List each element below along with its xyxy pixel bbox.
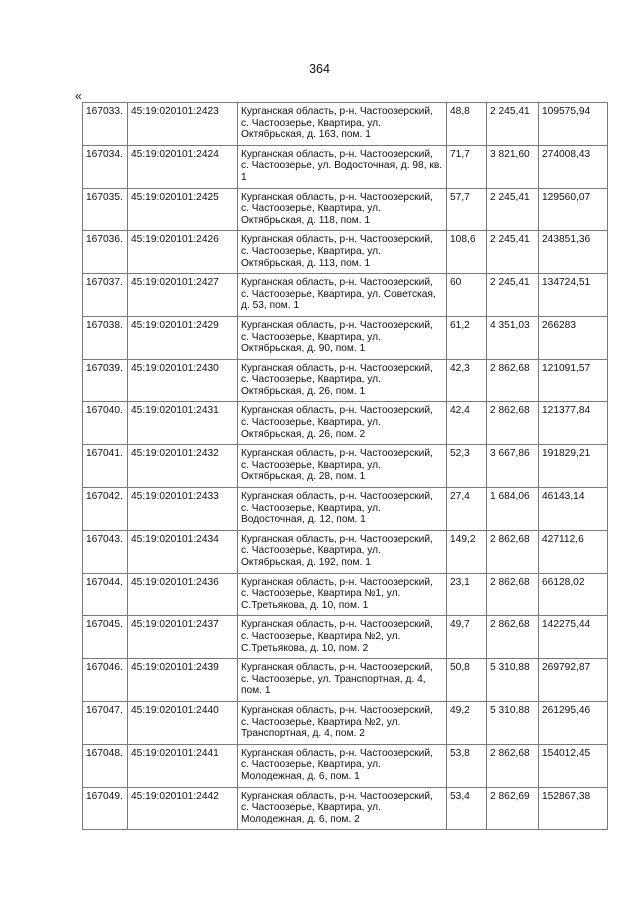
cadastral-number-cell: 45:19:020101:2429 [128,316,238,359]
table-row [83,274,608,317]
area-cell: 42,4 [447,402,487,445]
table-row [83,744,608,787]
cadastral-value-cell: 274008,43 [539,145,608,188]
cadastral-value-cell: 154012,45 [539,744,608,787]
area-cell: 57,7 [447,188,487,231]
row-number-cell: 167035. [83,188,128,231]
rate-cell: 2 245,41 [487,274,539,317]
cadastral-value-cell: 46143,14 [539,488,608,531]
cadastral-value-cell: 152867,38 [539,787,608,830]
rate-cell: 3 821,60 [487,145,539,188]
cadastral-number-cell: 45:19:020101:2427 [128,274,238,317]
cadastral-number-cell: 45:19:020101:2430 [128,359,238,402]
cadastral-number-cell: 45:19:020101:2425 [128,188,238,231]
opening-quote-mark: « [75,89,82,103]
address-cell: Курганская область, р-н. Частоозерский, с. Частоозерье, Квартира, ул. Октябрьская, д. 113, пом. 1 [238,231,447,274]
table-row [83,316,608,359]
cadastral-value-cell: 121377,84 [539,402,608,445]
area-cell: 42,3 [447,359,487,402]
cadastral-number-cell: 45:19:020101:2424 [128,145,238,188]
area-cell: 71,7 [447,145,487,188]
cadastral-value-cell: 191829,21 [539,445,608,488]
address-cell: Курганская область, р-н. Частоозерский, с. Частоозерье, ул. Водосточная, д. 98, кв. 1 [238,145,447,188]
area-cell: 27,4 [447,488,487,531]
address-cell: Курганская область, р-н. Частоозерский, с. Частоозерье, Квартира, ул. Октябрьская, д. 26, пом. 2 [238,402,447,445]
table-row [83,231,608,274]
row-number-cell: 167040. [83,402,128,445]
registry-table-body [83,103,608,830]
rate-cell: 2 862,68 [487,573,539,616]
rate-cell: 2 245,41 [487,231,539,274]
address-cell: Курганская область, р-н. Частоозерский, с. Частоозерье, Квартира, ул. Молодежная, д. 6, пом. 1 [238,744,447,787]
cadastral-value-cell: 121091,57 [539,359,608,402]
row-number-cell: 167049. [83,787,128,830]
address-cell: Курганская область, р-н. Частоозерский, с. Частоозерье, Квартира №1, ул. С.Третьякова, д. 10, пом. 1 [238,573,447,616]
row-number-cell: 167036. [83,231,128,274]
address-cell: Курганская область, р-н. Частоозерский, с. Частоозерье, Квартира, ул. Водосточная, д. 12, пом. 1 [238,488,447,531]
address-cell: Курганская область, р-н. Частоозерский, с. Частоозерье, Квартира, ул. Молодежная, д. 6, пом. 2 [238,787,447,830]
table-row [83,488,608,531]
cadastral-number-cell: 45:19:020101:2433 [128,488,238,531]
address-cell: Курганская область, р-н. Частоозерский, с. Частоозерье, Квартира, ул. Октябрьская, д. 163, пом. 1 [238,103,447,146]
cadastral-value-cell: 427112,6 [539,530,608,573]
row-number-cell: 167042. [83,488,128,531]
property-registry-table [82,102,608,830]
area-cell: 108,6 [447,231,487,274]
cadastral-number-cell: 45:19:020101:2439 [128,659,238,702]
row-number-cell: 167041. [83,445,128,488]
table-row [83,145,608,188]
area-cell: 53,8 [447,744,487,787]
cadastral-value-cell: 142275,44 [539,616,608,659]
area-cell: 50,8 [447,659,487,702]
cadastral-number-cell: 45:19:020101:2440 [128,701,238,744]
table-row [83,103,608,146]
cadastral-value-cell: 129560,07 [539,188,608,231]
row-number-cell: 167046. [83,659,128,702]
row-number-cell: 167034. [83,145,128,188]
rate-cell: 2 862,68 [487,402,539,445]
rate-cell: 2 862,69 [487,787,539,830]
area-cell: 53,4 [447,787,487,830]
area-cell: 149,2 [447,530,487,573]
row-number-cell: 167047. [83,701,128,744]
rate-cell: 2 245,41 [487,103,539,146]
rate-cell: 5 310,88 [487,659,539,702]
area-cell: 23,1 [447,573,487,616]
row-number-cell: 167048. [83,744,128,787]
cadastral-number-cell: 45:19:020101:2437 [128,616,238,659]
cadastral-number-cell: 45:19:020101:2434 [128,530,238,573]
area-cell: 60 [447,274,487,317]
table-row [83,402,608,445]
cadastral-number-cell: 45:19:020101:2423 [128,103,238,146]
rate-cell: 2 862,68 [487,744,539,787]
rate-cell: 5 310,88 [487,701,539,744]
rate-cell: 2 862,68 [487,359,539,402]
row-number-cell: 167044. [83,573,128,616]
address-cell: Курганская область, р-н. Частоозерский, с. Частоозерье, Квартира №2, ул. С.Третьякова, д. 10, пом. 2 [238,616,447,659]
address-cell: Курганская область, р-н. Частоозерский, с. Частоозерье, Квартира, ул. Октябрьская, д. 118, пом. 1 [238,188,447,231]
address-cell: Курганская область, р-н. Частоозерский, с. Частоозерье, Квартира, ул. Октябрьская, д. 90, пом. 1 [238,316,447,359]
area-cell: 48,8 [447,103,487,146]
table-row [83,787,608,830]
cadastral-value-cell: 134724,51 [539,274,608,317]
table-row [83,573,608,616]
table-row [83,701,608,744]
table-row [83,188,608,231]
address-cell: Курганская область, р-н. Частоозерский, с. Частоозерье, Квартира, ул. Советская, д. 53, пом. 1 [238,274,447,317]
table-row [83,359,608,402]
cadastral-value-cell: 66128,02 [539,573,608,616]
cadastral-number-cell: 45:19:020101:2426 [128,231,238,274]
cadastral-value-cell: 261295,46 [539,701,608,744]
row-number-cell: 167038. [83,316,128,359]
address-cell: Курганская область, р-н. Частоозерский, с. Частоозерье, ул. Транспортная, д. 4, пом. 1 [238,659,447,702]
row-number-cell: 167039. [83,359,128,402]
cadastral-number-cell: 45:19:020101:2431 [128,402,238,445]
rate-cell: 2 245,41 [487,188,539,231]
row-number-cell: 167033. [83,103,128,146]
table-row [83,445,608,488]
cadastral-number-cell: 45:19:020101:2442 [128,787,238,830]
area-cell: 49,7 [447,616,487,659]
row-number-cell: 167043. [83,530,128,573]
address-cell: Курганская область, р-н. Частоозерский, с. Частоозерье, Квартира, ул. Октябрьская, д. 192, пом. 1 [238,530,447,573]
table-row [83,659,608,702]
cadastral-value-cell: 269792,87 [539,659,608,702]
rate-cell: 1 684,06 [487,488,539,531]
cadastral-value-cell: 243851,36 [539,231,608,274]
address-cell: Курганская область, р-н. Частоозерский, с. Частоозерье, Квартира №2, ул. Транспортная, д. 4, пом. 2 [238,701,447,744]
row-number-cell: 167045. [83,616,128,659]
cadastral-value-cell: 109575,94 [539,103,608,146]
cadastral-value-cell: 266283 [539,316,608,359]
rate-cell: 4 351,03 [487,316,539,359]
table-row [83,616,608,659]
cadastral-number-cell: 45:19:020101:2441 [128,744,238,787]
area-cell: 52,3 [447,445,487,488]
page-number: 364 [309,62,330,76]
rate-cell: 3 667,86 [487,445,539,488]
area-cell: 61,2 [447,316,487,359]
cadastral-number-cell: 45:19:020101:2436 [128,573,238,616]
address-cell: Курганская область, р-н. Частоозерский, с. Частоозерье, Квартира, ул. Октябрьская, д. 28, пом. 1 [238,445,447,488]
area-cell: 49,2 [447,701,487,744]
row-number-cell: 167037. [83,274,128,317]
table-row [83,530,608,573]
address-cell: Курганская область, р-н. Частоозерский, с. Частоозерье, Квартира, ул. Октябрьская, д. 26, пом. 1 [238,359,447,402]
rate-cell: 2 862,68 [487,530,539,573]
cadastral-number-cell: 45:19:020101:2432 [128,445,238,488]
rate-cell: 2 862,68 [487,616,539,659]
